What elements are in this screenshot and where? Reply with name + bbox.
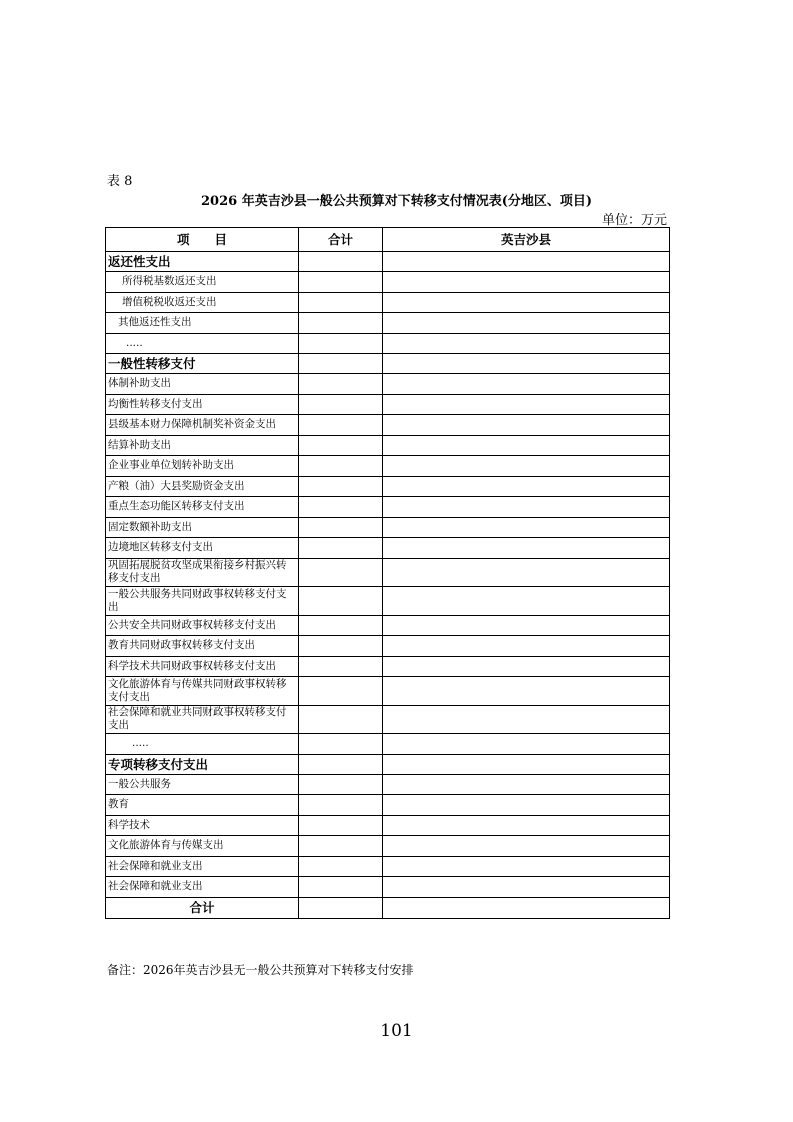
row-total-cell <box>299 615 383 636</box>
row-county-cell <box>383 795 670 816</box>
row-county-cell <box>383 615 670 636</box>
table-row <box>106 333 670 354</box>
row-item-name: 体制补助支出 <box>106 374 299 395</box>
row-total-cell <box>299 734 383 755</box>
table-row <box>106 272 670 293</box>
table-row <box>106 615 670 636</box>
row-county-cell <box>383 456 670 477</box>
row-total-cell <box>299 517 383 538</box>
row-county-cell <box>383 517 670 538</box>
row-county-cell <box>383 558 670 587</box>
section-row <box>106 754 670 774</box>
row-item-name: 重点生态功能区转移支付支出 <box>106 497 299 518</box>
unit-label: 单位：万元 <box>601 213 667 228</box>
row-total-cell <box>299 774 383 795</box>
row-total-cell <box>299 374 383 395</box>
table-row <box>106 836 670 857</box>
row-county-cell <box>383 415 670 436</box>
row-county-cell <box>383 272 670 293</box>
row-item-name: 合计 <box>106 897 299 918</box>
row-item-name: 其他返还性支出 <box>106 313 299 334</box>
row-county-cell <box>383 252 670 272</box>
row-total-cell <box>299 754 383 774</box>
row-county-cell <box>383 705 670 734</box>
row-item-name: 返还性支出 <box>106 252 299 272</box>
row-total-cell <box>299 836 383 857</box>
row-county-cell <box>383 656 670 677</box>
row-item-name: 所得税基数返还支出 <box>106 272 299 293</box>
row-county-cell <box>383 476 670 497</box>
row-county-cell <box>383 394 670 415</box>
row-total-cell <box>299 656 383 677</box>
row-total-cell <box>299 476 383 497</box>
table-row <box>106 517 670 538</box>
row-item-name: 县级基本财力保障机制奖补资金支出 <box>106 415 299 436</box>
row-item-name: 教育 <box>106 795 299 816</box>
row-county-cell <box>383 877 670 898</box>
row-total-cell <box>299 456 383 477</box>
row-county-cell <box>383 538 670 559</box>
table-row <box>106 476 670 497</box>
row-item-name: 科学技术 <box>106 815 299 836</box>
row-total-cell <box>299 313 383 334</box>
row-county-cell <box>383 497 670 518</box>
row-county-cell <box>383 734 670 755</box>
header-item: 项 目 <box>106 228 299 252</box>
row-county-cell <box>383 587 670 616</box>
row-county-cell <box>383 897 670 918</box>
table-row <box>106 656 670 677</box>
row-item-name: 文化旅游体育与传媒支出 <box>106 836 299 857</box>
table-row <box>106 415 670 436</box>
row-item-name: 公共安全共同财政事权转移支付支出 <box>106 615 299 636</box>
row-total-cell <box>299 558 383 587</box>
row-item-name: 文化旅游体育与传媒共同财政事权转移支付支出 <box>106 677 299 706</box>
row-item-name: 产粮（油）大县奖励资金支出 <box>106 476 299 497</box>
row-county-cell <box>383 677 670 706</box>
table-row <box>106 815 670 836</box>
row-county-cell <box>383 636 670 657</box>
row-county-cell <box>383 815 670 836</box>
table-row <box>106 587 670 616</box>
page-number: 101 <box>380 1021 413 1041</box>
row-item-name: 一般公共服务 <box>106 774 299 795</box>
row-total-cell <box>299 877 383 898</box>
table-row <box>106 313 670 334</box>
page-title: 2026 年英吉沙县一般公共预算对下转移支付情况表(分地区、项目) <box>200 194 592 209</box>
row-total-cell <box>299 292 383 313</box>
table-row <box>106 795 670 816</box>
row-total-cell <box>299 415 383 436</box>
row-total-cell <box>299 587 383 616</box>
table-row <box>106 292 670 313</box>
row-total-cell <box>299 435 383 456</box>
row-county-cell <box>383 313 670 334</box>
row-total-cell <box>299 354 383 374</box>
row-item-name: 结算补助支出 <box>106 435 299 456</box>
table-row <box>106 394 670 415</box>
row-total-cell <box>299 497 383 518</box>
table-row <box>106 705 670 734</box>
table-header-row <box>106 228 670 252</box>
row-total-cell <box>299 705 383 734</box>
section-row <box>106 252 670 272</box>
section-row <box>106 354 670 374</box>
table-row <box>106 456 670 477</box>
row-item-name: 增值税税收返还支出 <box>106 292 299 313</box>
row-total-cell <box>299 856 383 877</box>
row-total-cell <box>299 897 383 918</box>
table-row <box>106 677 670 706</box>
row-item-name: 固定数额补助支出 <box>106 517 299 538</box>
row-item-name: 科学技术共同财政事权转移支付支出 <box>106 656 299 677</box>
row-item-name: 教育共同财政事权转移支付支出 <box>106 636 299 657</box>
row-item-name: 社会保障和就业支出 <box>106 877 299 898</box>
row-total-cell <box>299 538 383 559</box>
row-total-cell <box>299 394 383 415</box>
row-item-name: ..... <box>106 734 299 755</box>
table-label: 表 8 <box>107 174 133 189</box>
row-county-cell <box>383 292 670 313</box>
row-county-cell <box>383 774 670 795</box>
row-total-cell <box>299 252 383 272</box>
table-row <box>106 497 670 518</box>
table-body <box>106 252 670 919</box>
transfer-payment-table <box>105 227 670 919</box>
row-item-name: 一般性转移支付 <box>106 354 299 374</box>
row-item-name: 一般公共服务共同财政事权转移支付支出 <box>106 587 299 616</box>
row-county-cell <box>383 354 670 374</box>
row-item-name: 巩固拓展脱贫攻坚成果衔接乡村振兴转移支付支出 <box>106 558 299 587</box>
row-county-cell <box>383 374 670 395</box>
table-row <box>106 435 670 456</box>
row-total-cell <box>299 815 383 836</box>
row-county-cell <box>383 856 670 877</box>
row-county-cell <box>383 754 670 774</box>
footnote: 备注：2026年英吉沙县无一般公共预算对下转移支付安排 <box>107 963 414 977</box>
row-item-name: 专项转移支付支出 <box>106 754 299 774</box>
row-total-cell <box>299 795 383 816</box>
row-county-cell <box>383 836 670 857</box>
total-row <box>106 897 670 918</box>
table-row <box>106 538 670 559</box>
header-county: 英吉沙县 <box>383 228 670 252</box>
table-row <box>106 877 670 898</box>
header-total: 合计 <box>299 228 383 252</box>
row-item-name: 企业事业单位划转补助支出 <box>106 456 299 477</box>
row-item-name: 边境地区转移支付支出 <box>106 538 299 559</box>
table-row <box>106 374 670 395</box>
table-row <box>106 734 670 755</box>
row-county-cell <box>383 333 670 354</box>
row-item-name: ..... <box>106 333 299 354</box>
row-total-cell <box>299 636 383 657</box>
table-row <box>106 856 670 877</box>
row-item-name: 社会保障和就业共同财政事权转移支付支出 <box>106 705 299 734</box>
row-county-cell <box>383 435 670 456</box>
row-item-name: 社会保障和就业支出 <box>106 856 299 877</box>
row-total-cell <box>299 333 383 354</box>
row-total-cell <box>299 677 383 706</box>
row-total-cell <box>299 272 383 293</box>
table-row <box>106 636 670 657</box>
table-row <box>106 774 670 795</box>
table-row <box>106 558 670 587</box>
row-item-name: 均衡性转移支付支出 <box>106 394 299 415</box>
